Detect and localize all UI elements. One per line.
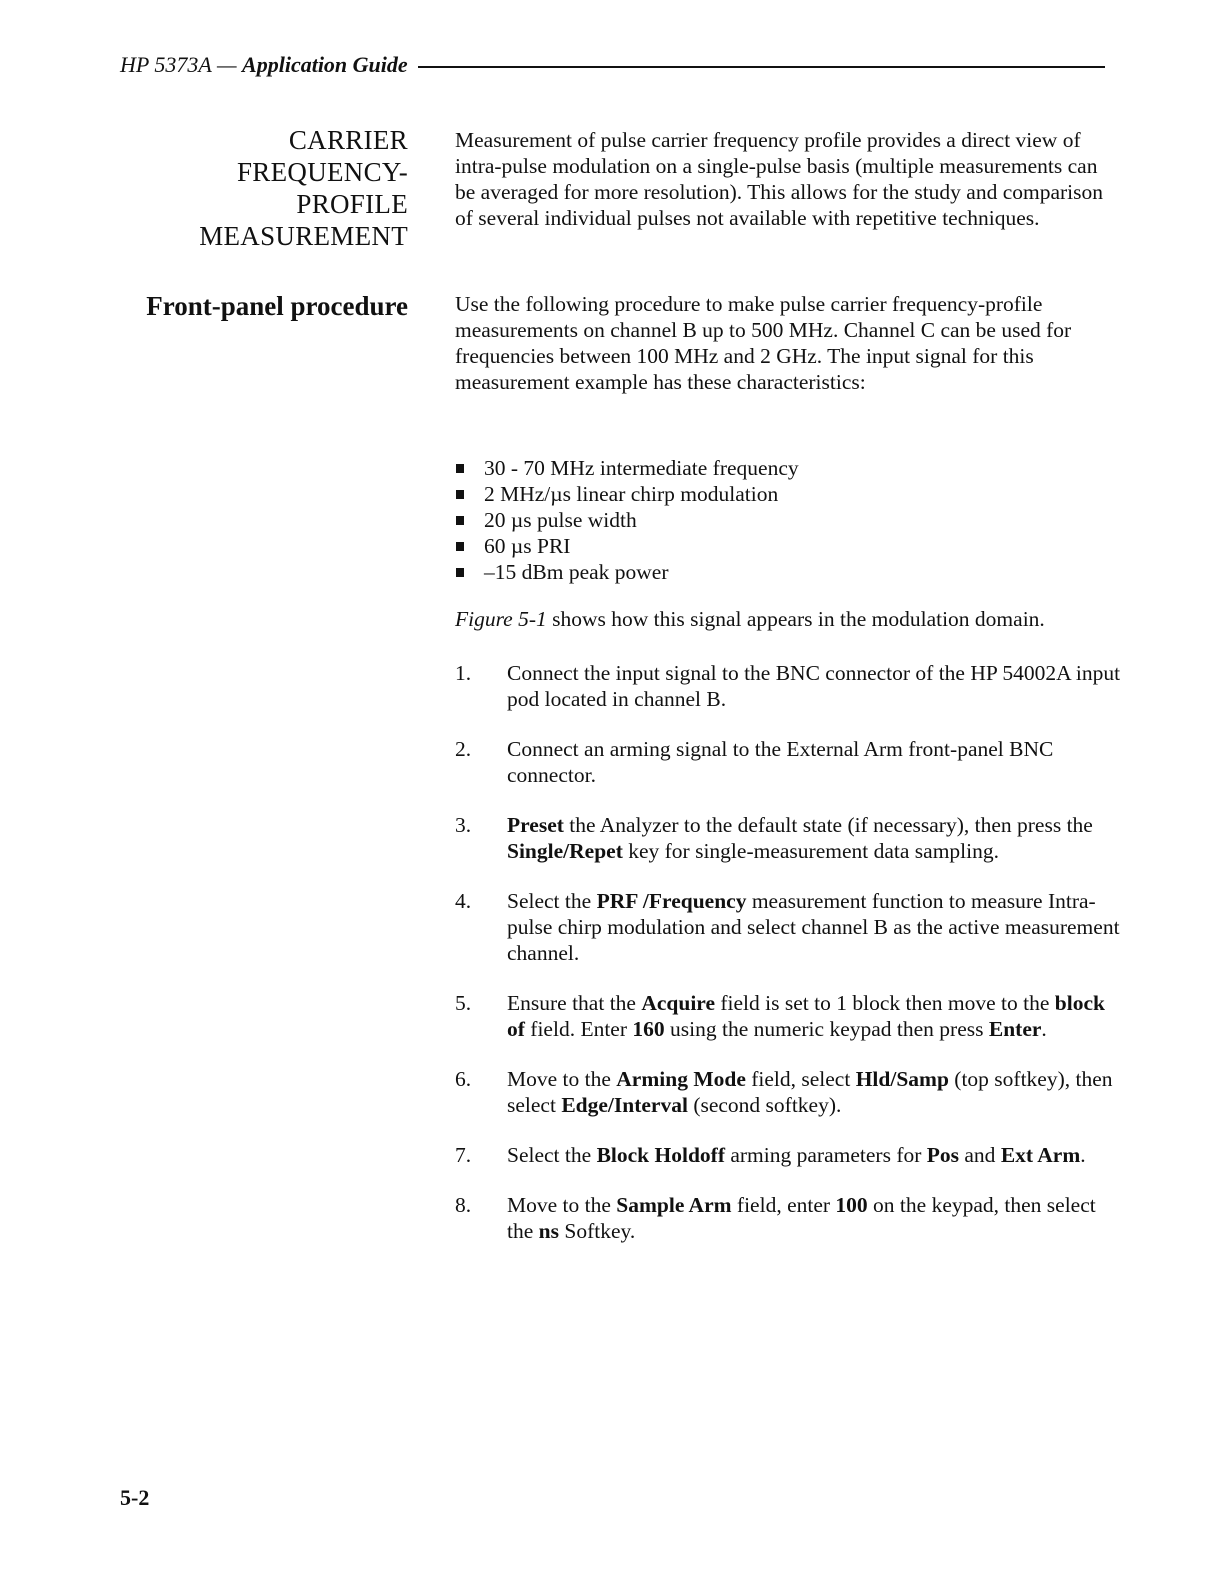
step-keyword: Arming Mode (616, 1067, 746, 1091)
page-header (120, 50, 1105, 80)
step-text-run: Softkey. (558, 1219, 636, 1243)
step-keyword: Preset (507, 813, 564, 837)
step-text-run: Ensure that the (507, 991, 642, 1015)
header-rule (418, 66, 1105, 68)
step-text-run: key for single-measurement data sampling. (622, 839, 999, 863)
step-text (507, 888, 1125, 966)
step-text-run: arming parameters for (724, 1143, 927, 1167)
step-text-run: measurement function to measure Intra-pulse chirp modulation and select channel B as the active measurement channel. (507, 889, 1120, 965)
section-title (120, 124, 408, 252)
step-keyword: Pos (926, 1143, 960, 1167)
section-title-line: CARRIER (288, 125, 408, 155)
step-text-run: Connect the input signal to the BNC connector of the HP 54002A input pod located in channel B. (507, 661, 1121, 711)
procedure-step (455, 736, 1125, 788)
step-text (507, 736, 1125, 788)
step-text-run: (top softkey), then select (507, 1067, 1113, 1117)
step-text (507, 1142, 1125, 1168)
step-keyword: Hld/Samp (855, 1067, 949, 1091)
section-title-line: MEASUREMENT (199, 221, 408, 251)
procedure-step (455, 1142, 1125, 1168)
step-keyword: ns (538, 1219, 559, 1243)
list-item (455, 455, 1120, 481)
step-keyword: PRF /Frequency (596, 889, 747, 913)
procedure-step (455, 1066, 1125, 1118)
list-item (455, 533, 1120, 559)
bullet-text: 2 MHz/µs linear chirp modulation (484, 482, 779, 506)
step-text-run: Move to the (507, 1067, 617, 1091)
procedure-step (455, 990, 1125, 1042)
step-text (507, 1192, 1125, 1244)
step-keyword: Ext Arm (1000, 1143, 1081, 1167)
figure-text: shows how this signal appears in the modulation domain. (546, 607, 1045, 631)
section-title-line: FREQUENCY- (236, 157, 408, 187)
step-keyword: block of (507, 991, 1105, 1041)
bullet-square-icon (456, 568, 464, 577)
step-text-run: field is set to 1 block then move to the (715, 991, 1055, 1015)
step-keyword: 100 (835, 1193, 868, 1217)
step-text-run: . (1041, 1017, 1047, 1041)
step-number: 5. (455, 991, 472, 1015)
bullet-text: –15 dBm peak power (484, 560, 669, 584)
figure-reference-paragraph (455, 606, 1120, 632)
procedure-title: Front-panel procedure (146, 291, 408, 321)
step-text-run: field, select (745, 1067, 856, 1091)
step-text-run: Connect an arming signal to the External Arm front-panel BNC connector. (507, 737, 1054, 787)
procedure-step (455, 1192, 1125, 1244)
bullet-text: 60 µs PRI (484, 534, 571, 558)
step-text-run: Select the (507, 1143, 597, 1167)
step-text-run: field, enter (731, 1193, 836, 1217)
procedure-steps (455, 660, 1125, 1268)
step-number: 2. (455, 737, 472, 761)
step-text-run: field. Enter (524, 1017, 633, 1041)
step-text-run: Move to the (507, 1193, 617, 1217)
step-keyword: 160 (632, 1017, 665, 1041)
page-number: 5-2 (120, 1485, 150, 1510)
step-text-run: . (1080, 1143, 1086, 1167)
procedure-step (455, 812, 1125, 864)
step-text (507, 812, 1125, 864)
characteristics-list (455, 455, 1120, 585)
header-guide: Application Guide (242, 52, 408, 77)
step-text-run: the Analyzer to the default state (if necessary), then press the (563, 813, 1093, 837)
step-text-run: and (959, 1143, 1001, 1167)
step-text-run: (second softkey). (687, 1093, 842, 1117)
figure-reference: Figure 5-1 (455, 607, 547, 631)
step-text-run: using the numeric keypad then press (664, 1017, 989, 1041)
step-keyword: Single/Repet (507, 839, 623, 863)
step-number: 4. (455, 889, 472, 913)
step-number: 7. (455, 1143, 472, 1167)
header-model: HP 5373A (120, 52, 212, 77)
step-keyword: Acquire (641, 991, 715, 1015)
bullet-square-icon (456, 542, 464, 551)
step-number: 6. (455, 1067, 472, 1091)
header-title (120, 52, 418, 78)
step-text (507, 990, 1125, 1042)
list-item (455, 507, 1120, 533)
bullet-text: 20 µs pulse width (484, 508, 637, 532)
step-text-run: on the keypad, then select the (507, 1193, 1096, 1243)
section-title-line: PROFILE (296, 189, 408, 219)
bullet-square-icon (456, 490, 464, 499)
header-separator: — (211, 52, 243, 77)
list-item (455, 481, 1120, 507)
step-keyword: Edge/Interval (561, 1093, 688, 1117)
step-number: 1. (455, 661, 472, 685)
procedure-step (455, 888, 1125, 966)
step-text (507, 1066, 1125, 1118)
step-keyword: Enter (988, 1017, 1042, 1041)
bullet-square-icon (456, 464, 464, 473)
step-text (507, 660, 1125, 712)
bullet-text: 30 - 70 MHz intermediate frequency (484, 456, 799, 480)
procedure-step (455, 660, 1125, 712)
procedure-intro: Use the following procedure to make pulse carrier frequency-profile measurements on channel B up to 500 MHz. Channel C can be used for frequencies between 100 MHz and 2 GHz. The input signal for this measurement example has these characteristics: (455, 292, 1072, 394)
step-number: 3. (455, 813, 472, 837)
section-intro: Measurement of pulse carrier frequency profile provides a direct view of intra-pulse modulation on a single-pulse basis (multiple measurements can be averaged for more resolution). This allows for the study and comparison of several individual pulses not available with repetitive techniques. (455, 128, 1104, 230)
list-item (455, 559, 1120, 585)
bullet-square-icon (456, 516, 464, 525)
step-number: 8. (455, 1193, 472, 1217)
step-text-run: Select the (507, 889, 597, 913)
step-keyword: Sample Arm (616, 1193, 732, 1217)
step-keyword: Block Holdoff (596, 1143, 725, 1167)
